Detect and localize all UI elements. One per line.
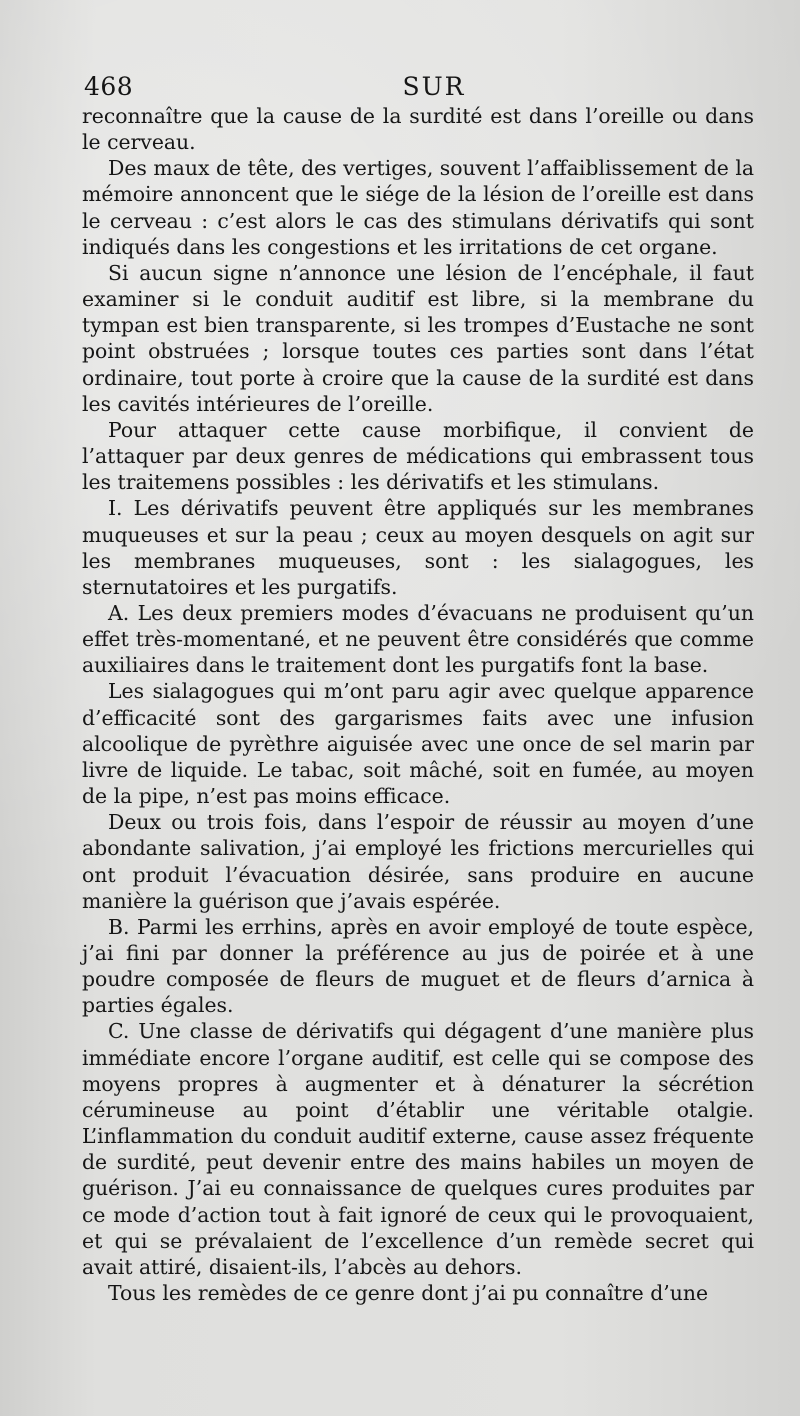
paragraph: I. Les dérivatifs peuvent être appliqués sur les membranes muqueuses et sur la peau ; ceux au moyen desquels on agit sur les membranes muqueuses, sont : les sialagogues, les sternutatoires et les purgatifs.: [82, 496, 754, 599]
paragraph: Les sialagogues qui m’ont paru agir avec quelque apparence d’efficacité sont des gargarismes faits avec une infusion alcoolique de pyrèthre aiguisée avec une once de sel marin par livre de liquide. Le tabac, soit mâché, soit en fumée, au moyen de la pipe, n’est pas moins efficace.: [82, 679, 754, 809]
paragraph: Des maux de tête, des vertiges, souvent l’affaiblissement de la mémoire annoncent que le siége de la lésion de l’oreille est dans le cerveau : c’est alors le cas des stimulans dérivatifs qui sont indiqués dans les congestions et les irritations de cet organe.: [82, 156, 754, 259]
paragraph: B. Parmi les errhins, après en avoir employé de toute espèce, j’ai fini par donner la préférence au jus de poirée et à une poudre composée de fleurs de muguet et de fleurs d’arnica à parties égales.: [82, 914, 754, 1018]
paragraph: Pour attaquer cette cause morbifique, il convient de l’attaquer par deux genres de médications qui embrassent tous les traitemens possibles : les dérivatifs et les stimulans.: [82, 417, 754, 495]
paragraph: C. Une classe de dérivatifs qui dégagent d’une manière plus immédiate encore l’organe auditif, est celle qui se compose des moyens propres à augmenter et à dénaturer la sécrétion cérumineuse au point d’établir une véritable otalgie. L’inflammation du conduit auditif externe, cause assez fréquente de surdité, peut devenir entre des mains habiles un moyen de guérison. J’ai eu connaissance de quelques cures produites par ce mode d’action tout à fait ignoré de ceux qui le provoquaient, et qui se prévalaient de l’excellence d’un remède secret qui avait attiré, disaient-ils, l’abcès au dehors.: [82, 1019, 754, 1279]
paragraph: A. Les deux premiers modes d’évacuans ne produisent qu’un effet très-momentané, et ne peuvent être considérés que comme auxiliaires dans le traitement dont les purgatifs font la base.: [82, 600, 754, 678]
paragraph: Deux ou trois fois, dans l’espoir de réussir au moyen d’une abondante salivation, j’ai employé les frictions mercurielles qui ont produit l’évacuation désirée, sans produire en aucune manière la guérison que j’avais espérée.: [82, 810, 754, 913]
paragraph: Si aucun signe n’annonce une lésion de l’encéphale, il faut examiner si le conduit auditif est libre, si la membrane du tympan est bien transparente, si les trompes d’Eustache ne sont point obstruées ; lorsque toutes ces parties sont dans l’état ordinaire, tout porte à croire que la cause de la surdité est dans les cavités intérieures de l’oreille.: [82, 260, 754, 416]
paragraph-continued: Tous les remèdes de ce genre dont j’ai pu connaître d’une: [108, 1281, 709, 1306]
page-number: 468: [84, 72, 134, 101]
running-head: SUR: [402, 72, 466, 101]
page-header: [84, 72, 756, 102]
paragraph-continuation: reconnaître que la cause de la surdité est dans l’oreille ou dans le cerveau.: [82, 104, 754, 155]
body-text: [82, 103, 754, 1306]
